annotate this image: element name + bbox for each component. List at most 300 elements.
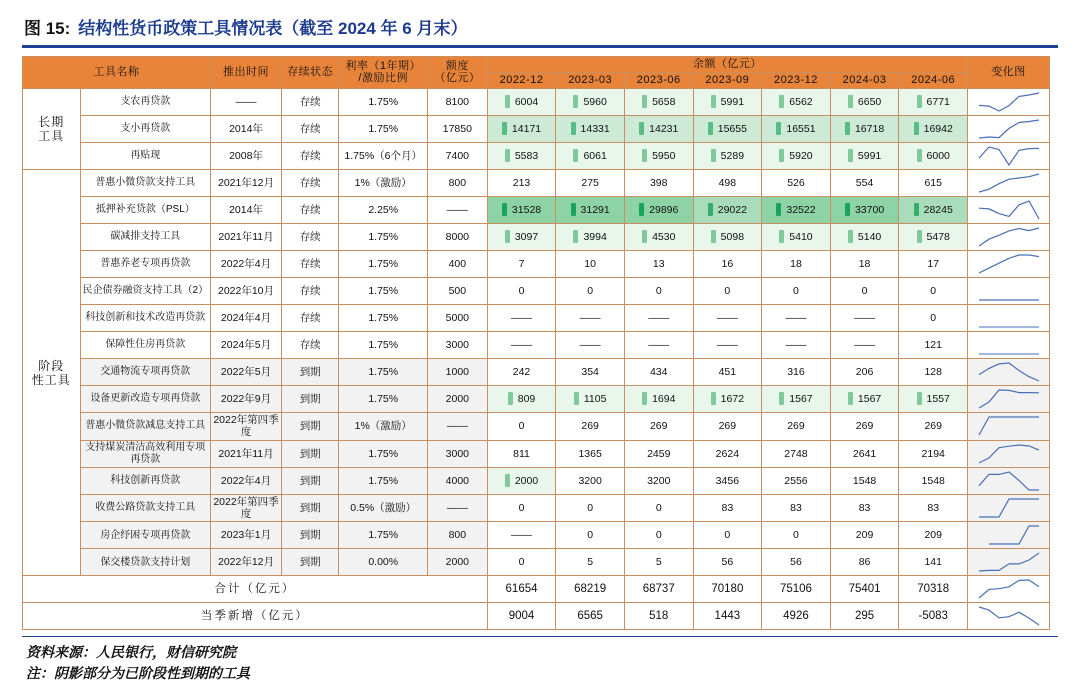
balance-cell: ——	[830, 331, 899, 358]
balance-cell: 141	[899, 549, 968, 576]
th-rate-line1: 利率（1年期）	[345, 59, 422, 72]
balance-cell: 31528	[487, 196, 556, 223]
tool-name-cell: 收费公路贷款支持工具	[80, 494, 211, 522]
rate-cell: 1.75%	[339, 467, 428, 494]
balance-cell: ——	[487, 304, 556, 331]
balance-cell: ——	[624, 331, 693, 358]
quota-cell: 3000	[427, 440, 487, 467]
summary-value: 61654	[487, 576, 556, 603]
launch-time-cell: 2021年11月	[211, 223, 282, 250]
title-divider	[22, 45, 1058, 48]
th-quota-line1: 额度	[445, 59, 469, 72]
quota-cell: 5000	[427, 304, 487, 331]
table-row	[23, 412, 1050, 440]
th-quota-line2: （亿元）	[434, 72, 481, 85]
balance-cell: 16	[693, 250, 762, 277]
launch-time-cell: 2022年4月	[211, 467, 282, 494]
summary-label: 当季新增（亿元）	[23, 603, 488, 630]
balance-cell: 5991	[830, 142, 899, 169]
trend-sparkline	[968, 576, 1050, 603]
header-row-1	[23, 57, 1050, 73]
summary-value: 295	[830, 603, 899, 630]
table-row	[23, 467, 1050, 494]
rate-cell: 2.25%	[339, 196, 428, 223]
tool-name-cell: 碳减排支持工具	[80, 223, 211, 250]
balance-cell: 4530	[624, 223, 693, 250]
balance-cell: 5920	[762, 142, 831, 169]
balance-cell: 83	[762, 494, 831, 522]
quota-cell: ——	[427, 412, 487, 440]
summary-value: -5083	[899, 603, 968, 630]
balance-cell: 15655	[693, 115, 762, 142]
balance-cell: 3200	[556, 467, 625, 494]
figure-title-row	[22, 10, 1058, 45]
rate-cell: 1%（激励）	[339, 169, 428, 196]
balance-cell: 31291	[556, 196, 625, 223]
rate-cell: 1.75%	[339, 440, 428, 467]
balance-cell: 0	[899, 304, 968, 331]
balance-cell: 3097	[487, 223, 556, 250]
balance-cell: ——	[556, 331, 625, 358]
balance-cell: 0	[693, 277, 762, 304]
rate-cell: 1.75%	[339, 115, 428, 142]
status-cell: 存续	[281, 115, 339, 142]
rate-cell: 1.75%	[339, 358, 428, 385]
quota-cell: 4000	[427, 467, 487, 494]
status-cell: 到期	[281, 412, 339, 440]
balance-cell: 6061	[556, 142, 625, 169]
quota-cell: 2000	[427, 385, 487, 412]
status-cell: 存续	[281, 88, 339, 115]
balance-cell: 0	[624, 494, 693, 522]
balance-cell: ——	[487, 522, 556, 549]
balance-cell: 5	[556, 549, 625, 576]
quota-cell: 17850	[427, 115, 487, 142]
balance-cell: 2624	[693, 440, 762, 467]
th-tool-name: 工具名称	[23, 57, 211, 89]
balance-cell: 7	[487, 250, 556, 277]
balance-cell: 451	[693, 358, 762, 385]
balance-cell: 16942	[899, 115, 968, 142]
summary-value: 68737	[624, 576, 693, 603]
balance-cell: 14331	[556, 115, 625, 142]
table-row	[23, 494, 1050, 522]
rate-cell: 1.75%	[339, 522, 428, 549]
tool-name-cell: 支农再贷款	[80, 88, 211, 115]
balance-cell: 128	[899, 358, 968, 385]
th-status: 存续状态	[281, 57, 339, 89]
launch-time-cell: 2022年10月	[211, 277, 282, 304]
balance-cell: 206	[830, 358, 899, 385]
balance-cell: 809	[487, 385, 556, 412]
balance-cell: 269	[624, 412, 693, 440]
balance-cell: 0	[556, 277, 625, 304]
summary-value: 75106	[762, 576, 831, 603]
balance-cell: 1365	[556, 440, 625, 467]
trend-sparkline	[968, 115, 1050, 142]
balance-cell: ——	[693, 304, 762, 331]
balance-cell: 3456	[693, 467, 762, 494]
balance-cell: 354	[556, 358, 625, 385]
status-cell: 到期	[281, 440, 339, 467]
table-row	[23, 142, 1050, 169]
th-chart: 变化图	[968, 57, 1050, 89]
trend-sparkline	[968, 196, 1050, 223]
launch-time-cell: ——	[211, 88, 282, 115]
status-cell: 到期	[281, 385, 339, 412]
quota-cell: ——	[427, 196, 487, 223]
balance-cell: 5583	[487, 142, 556, 169]
status-cell: 存续	[281, 169, 339, 196]
balance-cell: 14231	[624, 115, 693, 142]
balance-cell: 0	[487, 549, 556, 576]
balance-cell: 32522	[762, 196, 831, 223]
balance-cell: 5098	[693, 223, 762, 250]
trend-sparkline	[968, 494, 1050, 522]
quota-cell: 2000	[427, 549, 487, 576]
th-period-6: 2024-06	[899, 72, 968, 88]
status-cell: 存续	[281, 250, 339, 277]
balance-cell: 28245	[899, 196, 968, 223]
balance-cell: 242	[487, 358, 556, 385]
trend-sparkline	[968, 250, 1050, 277]
launch-time-cell: 2021年12月	[211, 169, 282, 196]
summary-value: 518	[624, 603, 693, 630]
rate-cell: 0.5%（激励）	[339, 494, 428, 522]
th-rate-line2: /激励比例	[358, 72, 408, 85]
balance-cell: ——	[556, 304, 625, 331]
balance-cell: ——	[830, 304, 899, 331]
quota-cell: 8100	[427, 88, 487, 115]
balance-cell: ——	[693, 331, 762, 358]
balance-cell: 5140	[830, 223, 899, 250]
tool-name-cell: 再贴现	[80, 142, 211, 169]
balance-cell: 83	[693, 494, 762, 522]
trend-sparkline	[968, 142, 1050, 169]
tool-name-cell: 普惠小微贷款减息支持工具	[80, 412, 211, 440]
table-row	[23, 304, 1050, 331]
tool-name-cell: 设备更新改造专项再贷款	[80, 385, 211, 412]
table-row	[23, 385, 1050, 412]
balance-cell: 5	[624, 549, 693, 576]
balance-cell: 5950	[624, 142, 693, 169]
rate-cell: 0.00%	[339, 549, 428, 576]
balance-cell: 2194	[899, 440, 968, 467]
trend-sparkline	[968, 223, 1050, 250]
balance-cell: 1567	[762, 385, 831, 412]
balance-cell: 5478	[899, 223, 968, 250]
trend-sparkline	[968, 88, 1050, 115]
rate-cell: 1.75%	[339, 88, 428, 115]
rate-cell: 1%（激励）	[339, 412, 428, 440]
balance-cell: 209	[830, 522, 899, 549]
tool-name-cell: 普惠养老专项再贷款	[80, 250, 211, 277]
status-cell: 存续	[281, 277, 339, 304]
table-body	[23, 88, 1050, 630]
balance-cell: 269	[762, 412, 831, 440]
balance-cell: ——	[762, 304, 831, 331]
launch-time-cell: 2014年	[211, 115, 282, 142]
tool-name-cell: 支小再贷款	[80, 115, 211, 142]
balance-cell: 2641	[830, 440, 899, 467]
balance-cell: 498	[693, 169, 762, 196]
balance-cell: 6004	[487, 88, 556, 115]
balance-cell: ——	[487, 331, 556, 358]
balance-cell: 269	[830, 412, 899, 440]
balance-cell: 6000	[899, 142, 968, 169]
balance-cell: 3200	[624, 467, 693, 494]
balance-cell: 213	[487, 169, 556, 196]
trend-sparkline	[968, 358, 1050, 385]
status-cell: 到期	[281, 358, 339, 385]
tool-name-cell: 交通物流专项再贷款	[80, 358, 211, 385]
balance-cell: 269	[693, 412, 762, 440]
trend-sparkline	[968, 331, 1050, 358]
balance-cell: 56	[693, 549, 762, 576]
balance-cell: 0	[487, 494, 556, 522]
balance-cell: 17	[899, 250, 968, 277]
launch-time-cell: 2024年5月	[211, 331, 282, 358]
rate-cell: 1.75%	[339, 385, 428, 412]
status-cell: 到期	[281, 549, 339, 576]
rate-cell: 1.75%	[339, 250, 428, 277]
status-cell: 到期	[281, 522, 339, 549]
balance-cell: 83	[899, 494, 968, 522]
table-row	[23, 250, 1050, 277]
trend-sparkline	[968, 304, 1050, 331]
table-row	[23, 88, 1050, 115]
balance-cell: 0	[624, 522, 693, 549]
balance-cell: 16718	[830, 115, 899, 142]
table-row	[23, 223, 1050, 250]
trend-sparkline	[968, 169, 1050, 196]
balance-cell: 0	[556, 494, 625, 522]
tool-name-cell: 房企纾困专项再贷款	[80, 522, 211, 549]
balance-cell: 0	[762, 277, 831, 304]
balance-cell: 1548	[899, 467, 968, 494]
balance-cell: 398	[624, 169, 693, 196]
quota-cell: 8000	[427, 223, 487, 250]
launch-time-cell: 2022年9月	[211, 385, 282, 412]
balance-cell: 0	[487, 277, 556, 304]
th-period-5: 2024-03	[830, 72, 899, 88]
structural-policy-tools-table	[22, 56, 1050, 630]
rate-cell: 1.75%（6个月）	[339, 142, 428, 169]
table-row	[23, 196, 1050, 223]
table-row	[23, 549, 1050, 576]
balance-cell: 209	[899, 522, 968, 549]
balance-cell: 1557	[899, 385, 968, 412]
summary-value: 75401	[830, 576, 899, 603]
th-rate	[339, 57, 428, 89]
status-cell: 到期	[281, 494, 339, 522]
balance-cell: 2748	[762, 440, 831, 467]
tool-name-cell: 抵押补充贷款（PSL）	[80, 196, 211, 223]
launch-time-cell: 2008年	[211, 142, 282, 169]
rate-cell: 1.75%	[339, 277, 428, 304]
balance-cell: ——	[762, 331, 831, 358]
balance-cell: 16551	[762, 115, 831, 142]
th-balance-group: 余额（亿元）	[487, 57, 967, 73]
balance-cell: 1672	[693, 385, 762, 412]
summary-value: 70318	[899, 576, 968, 603]
balance-cell: 13	[624, 250, 693, 277]
status-cell: 到期	[281, 467, 339, 494]
quota-cell: 800	[427, 169, 487, 196]
balance-cell: 33700	[830, 196, 899, 223]
balance-cell: 0	[487, 412, 556, 440]
quota-cell: 800	[427, 522, 487, 549]
summary-value: 9004	[487, 603, 556, 630]
balance-cell: 1567	[830, 385, 899, 412]
balance-cell: 86	[830, 549, 899, 576]
table-row	[23, 331, 1050, 358]
balance-cell: 5960	[556, 88, 625, 115]
balance-cell: 14171	[487, 115, 556, 142]
balance-cell: 3994	[556, 223, 625, 250]
balance-cell: 29022	[693, 196, 762, 223]
tool-group-label: 阶段 性工具	[23, 169, 81, 576]
quota-cell: ——	[427, 494, 487, 522]
summary-row	[23, 576, 1050, 603]
summary-value: 70180	[693, 576, 762, 603]
trend-sparkline	[968, 467, 1050, 494]
tool-group-label: 长期 工具	[23, 88, 81, 169]
balance-cell: 434	[624, 358, 693, 385]
balance-cell: 526	[762, 169, 831, 196]
balance-cell: 5289	[693, 142, 762, 169]
balance-cell: 1694	[624, 385, 693, 412]
quota-cell: 500	[427, 277, 487, 304]
trend-sparkline	[968, 603, 1050, 630]
balance-cell: 1105	[556, 385, 625, 412]
balance-cell: 316	[762, 358, 831, 385]
summary-label: 合计（亿元）	[23, 576, 488, 603]
balance-cell: 10	[556, 250, 625, 277]
tool-name-cell: 科技创新和技术改造再贷款	[80, 304, 211, 331]
table-row	[23, 169, 1050, 196]
launch-time-cell: 2021年11月	[211, 440, 282, 467]
balance-cell: ——	[624, 304, 693, 331]
status-cell: 存续	[281, 142, 339, 169]
th-period-0: 2022-12	[487, 72, 556, 88]
summary-value: 68219	[556, 576, 625, 603]
table-row	[23, 115, 1050, 142]
tool-name-cell: 普惠小微贷款支持工具	[80, 169, 211, 196]
th-period-3: 2023-09	[693, 72, 762, 88]
table-row	[23, 277, 1050, 304]
balance-cell: 121	[899, 331, 968, 358]
tool-name-cell: 保交楼贷款支持计划	[80, 549, 211, 576]
balance-cell: 269	[899, 412, 968, 440]
status-cell: 存续	[281, 331, 339, 358]
table-head	[23, 57, 1050, 89]
balance-cell: 0	[693, 522, 762, 549]
balance-cell: 811	[487, 440, 556, 467]
summary-value: 6565	[556, 603, 625, 630]
quota-cell: 3000	[427, 331, 487, 358]
th-period-4: 2023-12	[762, 72, 831, 88]
figure-label: 图 15:	[24, 19, 71, 38]
balance-cell: 29896	[624, 196, 693, 223]
trend-sparkline	[968, 440, 1050, 467]
summary-value: 4926	[762, 603, 831, 630]
balance-cell: 83	[830, 494, 899, 522]
page-title: 结构性货币政策工具情况表（截至 2024 年 6 月末）	[78, 19, 468, 38]
balance-cell: 18	[830, 250, 899, 277]
th-launch-time: 推出时间	[211, 57, 282, 89]
note-line: 注：阴影部分为已阶段性到期的工具	[26, 665, 250, 682]
rate-cell: 1.75%	[339, 223, 428, 250]
quota-cell: 1000	[427, 358, 487, 385]
launch-time-cell: 2022年第四季度	[211, 412, 282, 440]
launch-time-cell: 2022年第四季度	[211, 494, 282, 522]
balance-cell: 0	[624, 277, 693, 304]
quota-cell: 7400	[427, 142, 487, 169]
balance-cell: 6562	[762, 88, 831, 115]
balance-cell: 6650	[830, 88, 899, 115]
balance-cell: 269	[556, 412, 625, 440]
launch-time-cell: 2022年5月	[211, 358, 282, 385]
trend-sparkline	[968, 549, 1050, 576]
tool-name-cell: 民企债券融资支持工具（2）	[80, 277, 211, 304]
balance-cell: 0	[762, 522, 831, 549]
launch-time-cell: 2023年1月	[211, 522, 282, 549]
tool-name-cell: 支持煤炭清洁高效利用专项再贷款	[80, 440, 211, 467]
balance-cell: 0	[556, 522, 625, 549]
balance-cell: 2000	[487, 467, 556, 494]
balance-cell: 6771	[899, 88, 968, 115]
th-period-1: 2023-03	[556, 72, 625, 88]
balance-cell: 18	[762, 250, 831, 277]
rate-cell: 1.75%	[339, 304, 428, 331]
balance-cell: 0	[830, 277, 899, 304]
balance-cell: 0	[899, 277, 968, 304]
quota-cell: 400	[427, 250, 487, 277]
balance-cell: 56	[762, 549, 831, 576]
source-line: 资料来源：人民银行，财信研究院	[26, 644, 236, 661]
table-row	[23, 440, 1050, 467]
tool-name-cell: 保障性住房再贷款	[80, 331, 211, 358]
balance-cell: 615	[899, 169, 968, 196]
balance-cell: 5658	[624, 88, 693, 115]
th-quota	[427, 57, 487, 89]
balance-cell: 2556	[762, 467, 831, 494]
summary-value: 1443	[693, 603, 762, 630]
launch-time-cell: 2024年4月	[211, 304, 282, 331]
rate-cell: 1.75%	[339, 331, 428, 358]
balance-cell: 5991	[693, 88, 762, 115]
summary-row	[23, 603, 1050, 630]
launch-time-cell: 2022年12月	[211, 549, 282, 576]
balance-cell: 554	[830, 169, 899, 196]
launch-time-cell: 2014年	[211, 196, 282, 223]
balance-cell: 2459	[624, 440, 693, 467]
balance-cell: 275	[556, 169, 625, 196]
th-period-2: 2023-06	[624, 72, 693, 88]
trend-sparkline	[968, 385, 1050, 412]
balance-cell: 5410	[762, 223, 831, 250]
balance-cell: 1548	[830, 467, 899, 494]
table-row	[23, 358, 1050, 385]
status-cell: 存续	[281, 196, 339, 223]
status-cell: 存续	[281, 223, 339, 250]
trend-sparkline	[968, 412, 1050, 440]
launch-time-cell: 2022年4月	[211, 250, 282, 277]
trend-sparkline	[968, 277, 1050, 304]
footer-text	[22, 637, 1058, 684]
tool-name-cell: 科技创新再贷款	[80, 467, 211, 494]
